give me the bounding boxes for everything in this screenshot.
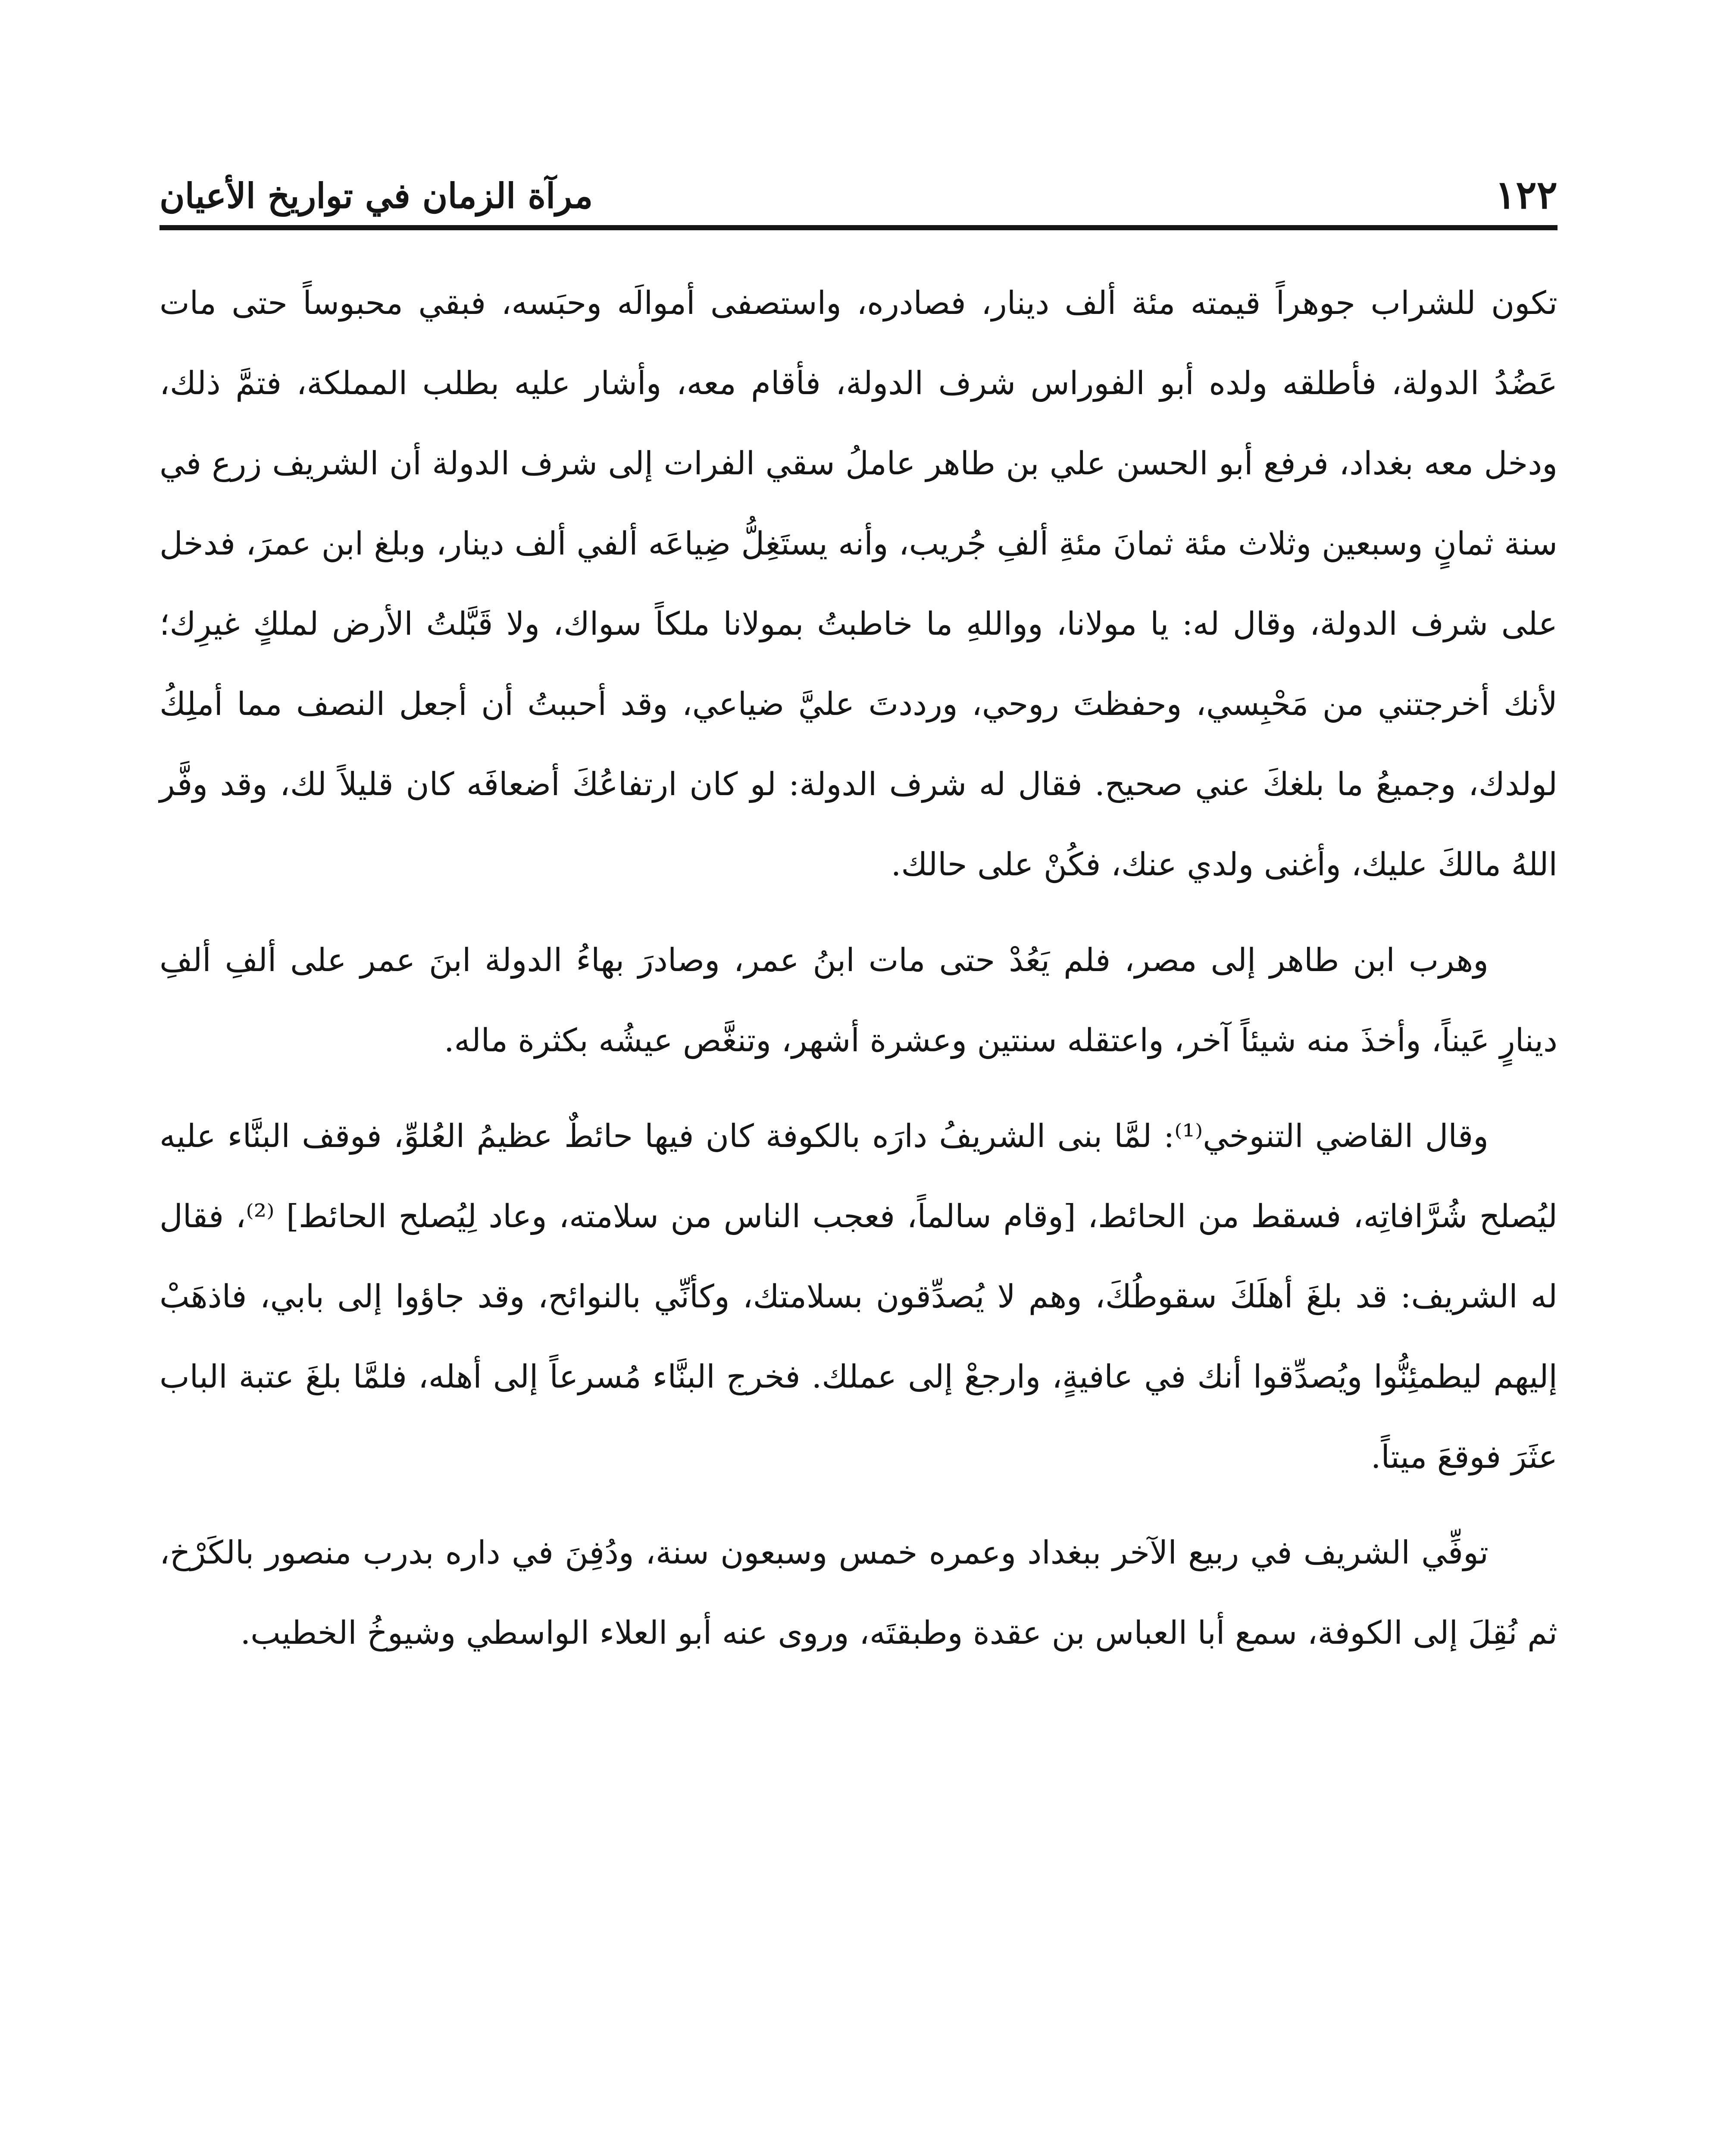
paragraph-3: وقال القاضي التنوخي⁽¹⁾: لمَّا بنى الشريفُ دارَه بالكوفة كان فيها حائطٌ عظيمُ العُلوِّ، فوقف البنَّاء عليه ليُصلح شُرَّافاتِه، فسقط من الحائط، [وقام سالماً، فعجب الناس من سلامته، وعاد لِيُصلح الحائط] ⁽²⁾، فقال له الشريف: قد بلغَ أهلَكَ سقوطُكَ، وهم لا يُصدِّقون بسلامتك، وكأنِّي بالنوائح، وقد جاؤوا إلى بابي، فاذهَبْ إليهم ليطمئِنُّوا ويُصدِّقوا أنك في عافيةٍ، وارجعْ إلى عملك. فخرج البنَّاء مُسرعاً إلى أهله، فلمَّا بلغَ عتبة الباب عثَرَ فوقعَ ميتاً. [160,1118,1558,1476]
running-title: مرآة الزمان في تواريخ الأعيان [160,175,593,216]
page-number: ١٢٢ [1495,172,1557,218]
paragraph-4: توفِّي الشريف في ربيع الآخر ببغداد وعمره خمس وسبعون سنة، ودُفِنَ في داره بدرب منصور بالكَرْخ، ثم نُقِلَ إلى الكوفة، سمع أبا العباس بن عقدة وطبقتَه، وروى عنه أبو العلاء الواسطي وشيوخُ الخطيب. [160,1534,1557,1651]
main-text [160,263,1557,1689]
paragraph-1: تكون للشراب جوهراً قيمته مئة ألف دينار، فصادره، واستصفى أموالَه وحبَسه، فبقي محبوساً حتى مات عَضُدُ الدولة، فأطلقه ولده أبو الفوراس شرف الدولة، فأقام معه، وأشار عليه بطلب المملكة، فتمَّ ذلك، ودخل معه بغداد، فرفع أبو الحسن علي بن طاهر عاملُ سقي الفرات إلى شرف الدولة أن الشريف زرع في سنة ثمانٍ وسبعين وثلاث مئة ثمانَ مئةِ ألفِ جُريب، وأنه يستَغِلُّ ضِياعَه ألفي ألف دينار، وبلغ ابن عمرَ، فدخل على شرف الدولة، وقال له: يا مولانا، وواللهِ ما خاطبتُ بمولانا ملكاً سواك، ولا قَبَّلتُ الأرض لملكٍ غيرِك؛ لأنك أخرجتني من مَحْبِسي، وحفظتَ روحي، ورددتَ عليَّ ضياعي، وقد أحببتُ أن أجعل النصف مما أملِكُ لولدك، وجميعُ ما بلغكَ عني صحيح. فقال له شرف الدولة: لو كان ارتفاعُكَ أضعافَه كان قليلاً لك، وقد وفَّر اللهُ مالكَ عليك، وأغنى ولدي عنك، فكُنْ على حالك. [160,285,1557,883]
page-header [160,157,1557,222]
paragraph-2: وهرب ابن طاهر إلى مصر، فلم يَعُدْ حتى مات ابنُ عمر، وصادرَ بهاءُ الدولة ابنَ عمر على ألفِ ألفِ دينارٍ عَيناً، وأخذَ منه شيئاً آخر، واعتقله سنتين وعشرة أشهر، وتنغَّص عيشُه بكثرة ماله. [160,942,1557,1059]
header-rule [160,225,1557,230]
